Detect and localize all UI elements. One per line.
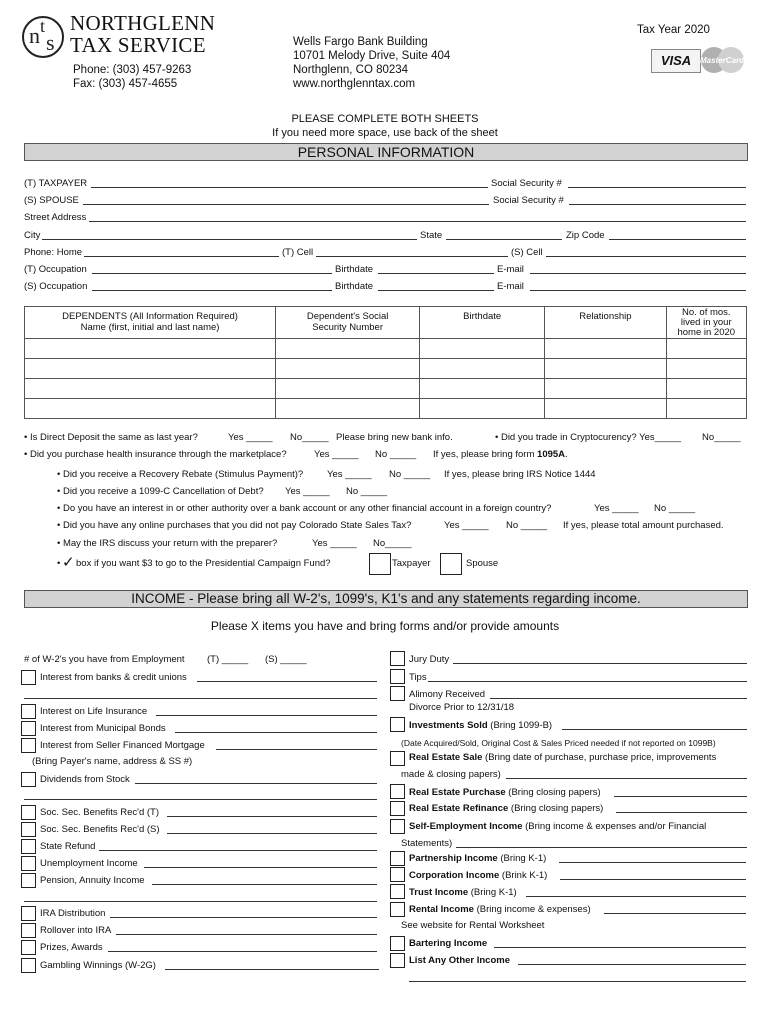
health-insurance-no[interactable]: No _____ [375, 449, 417, 460]
spouse-birthdate-label: Birthdate [335, 281, 374, 292]
checkmark-icon: ✓ [62, 554, 75, 571]
label-note: (Bring date of purchase, purchase price, improvements [482, 752, 717, 763]
table-cell[interactable] [666, 379, 746, 399]
interest-muni-label: Interest from Municipal Bonds [40, 723, 166, 734]
interest-banks-checkbox[interactable] [21, 670, 36, 685]
health-insurance-yes[interactable]: Yes _____ [314, 449, 359, 460]
table-cell[interactable] [25, 379, 276, 399]
header-text: lived in your [680, 317, 732, 328]
unemployment-field[interactable] [144, 867, 377, 868]
dependents-birthdate-header [420, 307, 545, 339]
label-bold: Self-Employment Income [409, 821, 523, 832]
interest-banks-field[interactable] [197, 681, 377, 682]
stimulus-note: If yes, please bring IRS Notice 1444 [444, 469, 596, 480]
table-cell[interactable] [276, 339, 420, 359]
pension-label: Pension, Annuity Income [40, 875, 145, 886]
spouse-cell-field[interactable] [546, 256, 746, 257]
city-label: City [24, 230, 41, 241]
spouse-name-field[interactable] [83, 204, 489, 205]
rollover-label: Rollover into IRA [40, 925, 112, 936]
taxpayer-email-field[interactable] [530, 273, 746, 274]
state-field[interactable] [446, 239, 562, 240]
income-subtitle: Please X items you have and bring forms and/or provide amounts [210, 619, 560, 633]
svg-text:s: s [46, 30, 55, 55]
gambling-checkbox[interactable] [21, 958, 36, 973]
state-refund-field[interactable] [99, 850, 377, 851]
foreign-account-question: • Do you have an interest in or other authority over a bank account or any other financial account in a foreign country? [57, 503, 552, 514]
tips-label: Tips [409, 672, 427, 683]
stimulus-no[interactable]: No _____ [389, 469, 431, 480]
gambling-field[interactable] [165, 969, 379, 970]
gambling-label: Gambling Winnings (W-2G) [40, 960, 156, 971]
label-bold: Investments Sold [409, 720, 488, 731]
label-bold: List Any Other Income [409, 955, 510, 966]
table-row[interactable] [25, 359, 747, 379]
header-text: DEPENDENTS (All Information Required) [62, 311, 238, 322]
bartering-field[interactable] [494, 947, 746, 948]
taxpayer-label: (T) TAXPAYER [24, 178, 88, 189]
visa-logo [651, 49, 701, 73]
foreign-account-no[interactable]: No _____ [654, 503, 696, 514]
taxpayer-occupation-label: (T) Occupation [24, 264, 87, 275]
rental-label [409, 904, 591, 915]
ss-spouse-field[interactable] [167, 833, 377, 834]
state-label: State [420, 230, 443, 241]
re-sale-cont: made & closing papers) [401, 769, 501, 780]
ira-label: IRA Distribution [40, 908, 106, 919]
taxpayer-campaign-checkbox[interactable] [369, 553, 391, 575]
blank-line[interactable] [24, 901, 377, 902]
table-cell[interactable] [545, 339, 666, 359]
mastercard-logo-text: MasterCard [700, 56, 745, 65]
direct-deposit-note: Please bring new bank info. [336, 432, 453, 443]
tips-field[interactable] [428, 681, 747, 682]
dividends-label: Dividends from Stock [40, 774, 130, 785]
stimulus-question: • Did you receive a Recovery Rebate (Stimulus Payment)? [57, 469, 304, 480]
table-cell[interactable] [276, 399, 420, 419]
taxpayer-ssn-field[interactable] [568, 187, 746, 188]
alimony-field[interactable] [490, 698, 747, 699]
spouse-label: (S) SPOUSE [24, 195, 79, 206]
spouse-ssn-field[interactable] [569, 204, 746, 205]
label-bold: Real Estate Purchase [409, 787, 506, 798]
blank-line[interactable] [24, 799, 377, 800]
spouse-ssn-label: Social Security # [493, 195, 564, 206]
sales-tax-no[interactable]: No _____ [506, 520, 548, 531]
header-text: Birthdate [463, 311, 502, 322]
irs-discuss-yes[interactable]: Yes _____ [312, 538, 357, 549]
label-note: (Bring 1099-B) [487, 720, 553, 731]
pension-checkbox[interactable] [21, 873, 36, 888]
campaign-bullet: • [57, 558, 61, 569]
trust-field[interactable] [526, 896, 746, 897]
ss-taxpayer-label: Soc. Sec. Benefits Rec'd (T) [40, 807, 160, 818]
home-phone-label: Phone: Home [24, 247, 83, 258]
taxpayer-birthdate-field[interactable] [378, 273, 494, 274]
table-cell[interactable] [420, 339, 545, 359]
re-purchase-checkbox[interactable] [390, 784, 405, 799]
prizes-label: Prizes, Awards [40, 942, 103, 953]
re-sale-label [409, 752, 716, 763]
taxpayer-ssn-label: Social Security # [491, 178, 562, 189]
re-refi-field[interactable] [616, 812, 747, 813]
table-row[interactable] [25, 399, 747, 419]
rollover-checkbox[interactable] [21, 923, 36, 938]
header-text: home in 2020 [677, 327, 736, 338]
alimony-checkbox[interactable] [390, 686, 405, 701]
prizes-checkbox[interactable] [21, 940, 36, 955]
investments-field[interactable] [562, 729, 747, 730]
dependents-table [24, 306, 747, 419]
label-bold: Corporation Income [409, 870, 500, 881]
w2-spouse-count[interactable]: (S) _____ [265, 654, 307, 665]
health-insurance-question: • Did you purchase health insurance through the marketplace? [24, 449, 287, 460]
interest-seller-label: Interest from Seller Financed Mortgage [40, 740, 205, 751]
address-line: Wells Fargo Bank Building [293, 36, 428, 48]
trust-label [409, 887, 517, 898]
label-bold: Real Estate Refinance [409, 803, 509, 814]
corporation-checkbox[interactable] [390, 867, 405, 882]
cancellation-debt-no[interactable]: No _____ [346, 486, 388, 497]
home-phone-field[interactable] [84, 256, 279, 257]
table-cell[interactable] [420, 359, 545, 379]
dividends-checkbox[interactable] [21, 772, 36, 787]
table-cell[interactable] [545, 379, 666, 399]
income-header: INCOME - Please bring all W-2's, 1099's, K1's and any statements regarding income. [24, 590, 748, 608]
header-text: Security Number [312, 322, 383, 333]
trust-checkbox[interactable] [390, 884, 405, 899]
bartering-checkbox[interactable] [390, 936, 405, 951]
table-cell[interactable] [25, 399, 276, 419]
svg-text:t: t [40, 16, 46, 36]
table-cell[interactable] [545, 399, 666, 419]
city-field[interactable] [42, 239, 417, 240]
cancellation-debt-question: • Did you receive a 1099-C Cancellation of Debt? [57, 486, 264, 497]
health-insurance-note [433, 449, 568, 460]
instruction-line2: If you need more space, use back of the sheet [272, 127, 498, 139]
partnership-field[interactable] [559, 862, 746, 863]
other-income-checkbox[interactable] [390, 953, 405, 968]
crypto-question[interactable]: • Did you trade in Cryptocurency? Yes_____ [495, 432, 682, 443]
state-refund-label: State Refund [40, 841, 96, 852]
interest-muni-field[interactable] [175, 732, 377, 733]
investments-subnote: (Date Acquired/Sold, Original Cost & Sales Priced needed if not reported on 1099B) [401, 738, 716, 748]
zip-label: Zip Code [566, 230, 605, 241]
table-cell[interactable] [25, 339, 276, 359]
fax-number: Fax: (303) 457-4655 [73, 78, 178, 90]
partnership-label [409, 853, 546, 864]
header-text: Dependent's Social [306, 311, 389, 322]
spouse-email-label: E-mail [497, 281, 524, 292]
company-name-line1: NORTHGLENN [70, 11, 216, 35]
dependents-name-header [25, 307, 276, 339]
taxpayer-name-field[interactable] [91, 187, 488, 188]
table-row[interactable] [25, 379, 747, 399]
spouse-birthdate-field[interactable] [378, 290, 494, 291]
investments-checkbox[interactable] [390, 717, 405, 732]
note-end: . [565, 449, 568, 460]
divorce-note: Divorce Prior to 12/31/18 [409, 702, 515, 713]
label-bold: Real Estate Sale [409, 752, 483, 763]
label-note: (Brink K-1) [499, 870, 548, 881]
label-bold: Bartering Income [409, 938, 488, 949]
ss-taxpayer-checkbox[interactable] [21, 805, 36, 820]
table-row[interactable] [25, 339, 747, 359]
w2-count-label: # of W-2's you have from Employment [24, 654, 185, 665]
table-cell[interactable] [666, 339, 746, 359]
zip-field[interactable] [609, 239, 746, 240]
label-note: (Bring K-1) [497, 853, 547, 864]
spouse-email-field[interactable] [530, 290, 746, 291]
re-refi-checkbox[interactable] [390, 801, 405, 816]
interest-life-field[interactable] [156, 715, 377, 716]
table-cell[interactable] [545, 359, 666, 379]
ss-spouse-checkbox[interactable] [21, 822, 36, 837]
svg-text:n: n [29, 23, 40, 48]
label-note: (Bring closing papers) [508, 803, 604, 814]
nts-logo [20, 12, 66, 62]
direct-deposit-question: • Is Direct Deposit the same as last year? [24, 432, 198, 443]
sales-tax-question: • Did you have any online purchases that you did not pay Colorado State Sales Tax? [57, 520, 412, 531]
corporation-field[interactable] [560, 879, 746, 880]
spouse-cell-label: (S) Cell [511, 247, 543, 258]
label-note: (Bring closing papers) [505, 787, 601, 798]
blank-line[interactable] [409, 981, 746, 982]
sales-tax-note: If yes, please total amount purchased. [563, 520, 724, 531]
alimony-label: Alimony Received [409, 689, 486, 700]
address-line: 10701 Melody Drive, Suite 404 [293, 50, 451, 62]
ss-spouse-label: Soc. Sec. Benefits Rec'd (S) [40, 824, 160, 835]
phone-number: Phone: (303) 457-9263 [73, 64, 192, 76]
spouse-campaign-checkbox[interactable] [440, 553, 462, 575]
label-note: (Bring income & expenses and/or Financial [522, 821, 707, 832]
form-number: 1095A [537, 449, 566, 460]
website-link[interactable]: www.northglenntax.com [293, 78, 416, 90]
label-note: (Bring income & expenses) [473, 904, 591, 915]
jury-field[interactable] [453, 663, 747, 664]
direct-deposit-yes[interactable]: Yes _____ [228, 432, 273, 443]
seller-note: (Bring Payer's name, address & SS #) [32, 756, 193, 767]
dependents-relationship-header [545, 307, 666, 339]
spouse-occupation-label: (S) Occupation [24, 281, 88, 292]
other-income-field[interactable] [518, 964, 746, 965]
street-field[interactable] [89, 221, 746, 222]
unemployment-checkbox[interactable] [21, 856, 36, 871]
taxpayer-email-label: E-mail [497, 264, 524, 275]
jury-checkbox[interactable] [390, 651, 405, 666]
taxpayer-cell-label: (T) Cell [282, 247, 314, 258]
personal-info-header: PERSONAL INFORMATION [24, 143, 748, 161]
re-sale-checkbox[interactable] [390, 751, 405, 766]
stimulus-yes[interactable]: Yes _____ [327, 469, 372, 480]
direct-deposit-no[interactable]: No_____ [290, 432, 329, 443]
re-sale-field[interactable] [506, 778, 747, 779]
interest-muni-checkbox[interactable] [21, 721, 36, 736]
rental-checkbox[interactable] [390, 902, 405, 917]
table-cell[interactable] [276, 379, 420, 399]
cancellation-debt-yes[interactable]: Yes _____ [285, 486, 330, 497]
dependents-header-row [25, 307, 747, 339]
irs-discuss-no[interactable]: No_____ [373, 538, 412, 549]
ira-field[interactable] [110, 917, 377, 918]
re-purchase-label [409, 787, 601, 798]
other-income-label [409, 955, 510, 966]
label-bold: Rental Income [409, 904, 474, 915]
dividends-field[interactable] [135, 783, 377, 784]
spouse-occupation-field[interactable] [92, 290, 332, 291]
self-employment-label [409, 821, 706, 832]
table-cell[interactable] [666, 359, 746, 379]
label-note: (Bring K-1) [468, 887, 517, 898]
corporation-label [409, 870, 547, 881]
interest-seller-checkbox[interactable] [21, 738, 36, 753]
company-name-line2: TAX SERVICE [70, 33, 206, 57]
address-line: Northglenn, CO 80234 [293, 64, 409, 76]
visa-logo-text: VISA [660, 53, 692, 68]
spouse-campaign-label: Spouse [466, 558, 499, 569]
label-bold: Trust Income [409, 887, 469, 898]
header-text: Name (first, initial and last name) [80, 322, 220, 333]
partnership-checkbox[interactable] [390, 851, 405, 866]
re-purchase-field[interactable] [614, 796, 747, 797]
table-cell[interactable] [420, 379, 545, 399]
header-text: Relationship [579, 311, 632, 322]
table-cell[interactable] [25, 359, 276, 379]
taxpayer-campaign-label: Taxpayer [392, 558, 431, 569]
tips-checkbox[interactable] [390, 669, 405, 684]
bartering-label [409, 938, 487, 949]
self-employment-cont: Statements) [401, 838, 453, 849]
table-cell[interactable] [276, 359, 420, 379]
dependents-months-header [666, 307, 746, 339]
w2-taxpayer-count[interactable]: (T) _____ [207, 654, 249, 665]
blank-line[interactable] [24, 698, 377, 699]
taxpayer-cell-field[interactable] [316, 256, 508, 257]
pension-field[interactable] [152, 884, 377, 885]
self-employment-field[interactable] [456, 847, 747, 848]
ira-checkbox[interactable] [21, 906, 36, 921]
instruction-line1: PLEASE COMPLETE BOTH SHEETS [291, 113, 479, 125]
label-bold: Partnership Income [409, 853, 498, 864]
rental-subnote: See website for Rental Worksheet [401, 920, 545, 931]
interest-seller-field[interactable] [216, 749, 377, 750]
note-text: If yes, please bring form [433, 449, 538, 460]
dependents-ssn-header [276, 307, 420, 339]
campaign-fund-question: box if you want $3 to go to the Presidential Campaign Fund? [76, 558, 331, 569]
prizes-field[interactable] [108, 951, 377, 952]
self-employment-checkbox[interactable] [390, 819, 405, 834]
table-cell[interactable] [420, 399, 545, 419]
taxpayer-occupation-field[interactable] [92, 273, 332, 274]
street-label: Street Address [24, 212, 87, 223]
state-refund-checkbox[interactable] [21, 839, 36, 854]
re-refi-label [409, 803, 603, 814]
investments-label [409, 720, 552, 731]
taxpayer-birthdate-label: Birthdate [335, 264, 374, 275]
table-cell[interactable] [666, 399, 746, 419]
sales-tax-yes[interactable]: Yes _____ [444, 520, 489, 531]
tax-year: Tax Year 2020 [637, 24, 710, 36]
rollover-field[interactable] [116, 934, 377, 935]
jury-label: Jury Duty [409, 654, 450, 665]
interest-life-checkbox[interactable] [21, 704, 36, 719]
interest-banks-label: Interest from banks & credit unions [40, 672, 187, 683]
interest-life-label: Interest on Life Insurance [40, 706, 148, 717]
header-text: No. of mos. [681, 307, 731, 318]
unemployment-label: Unemployment Income [40, 858, 138, 869]
ss-taxpayer-field[interactable] [167, 816, 377, 817]
crypto-no[interactable]: No_____ [702, 432, 741, 443]
rental-field[interactable] [604, 913, 746, 914]
irs-discuss-question: • May the IRS discuss your return with the preparer? [57, 538, 278, 549]
foreign-account-yes[interactable]: Yes _____ [594, 503, 639, 514]
